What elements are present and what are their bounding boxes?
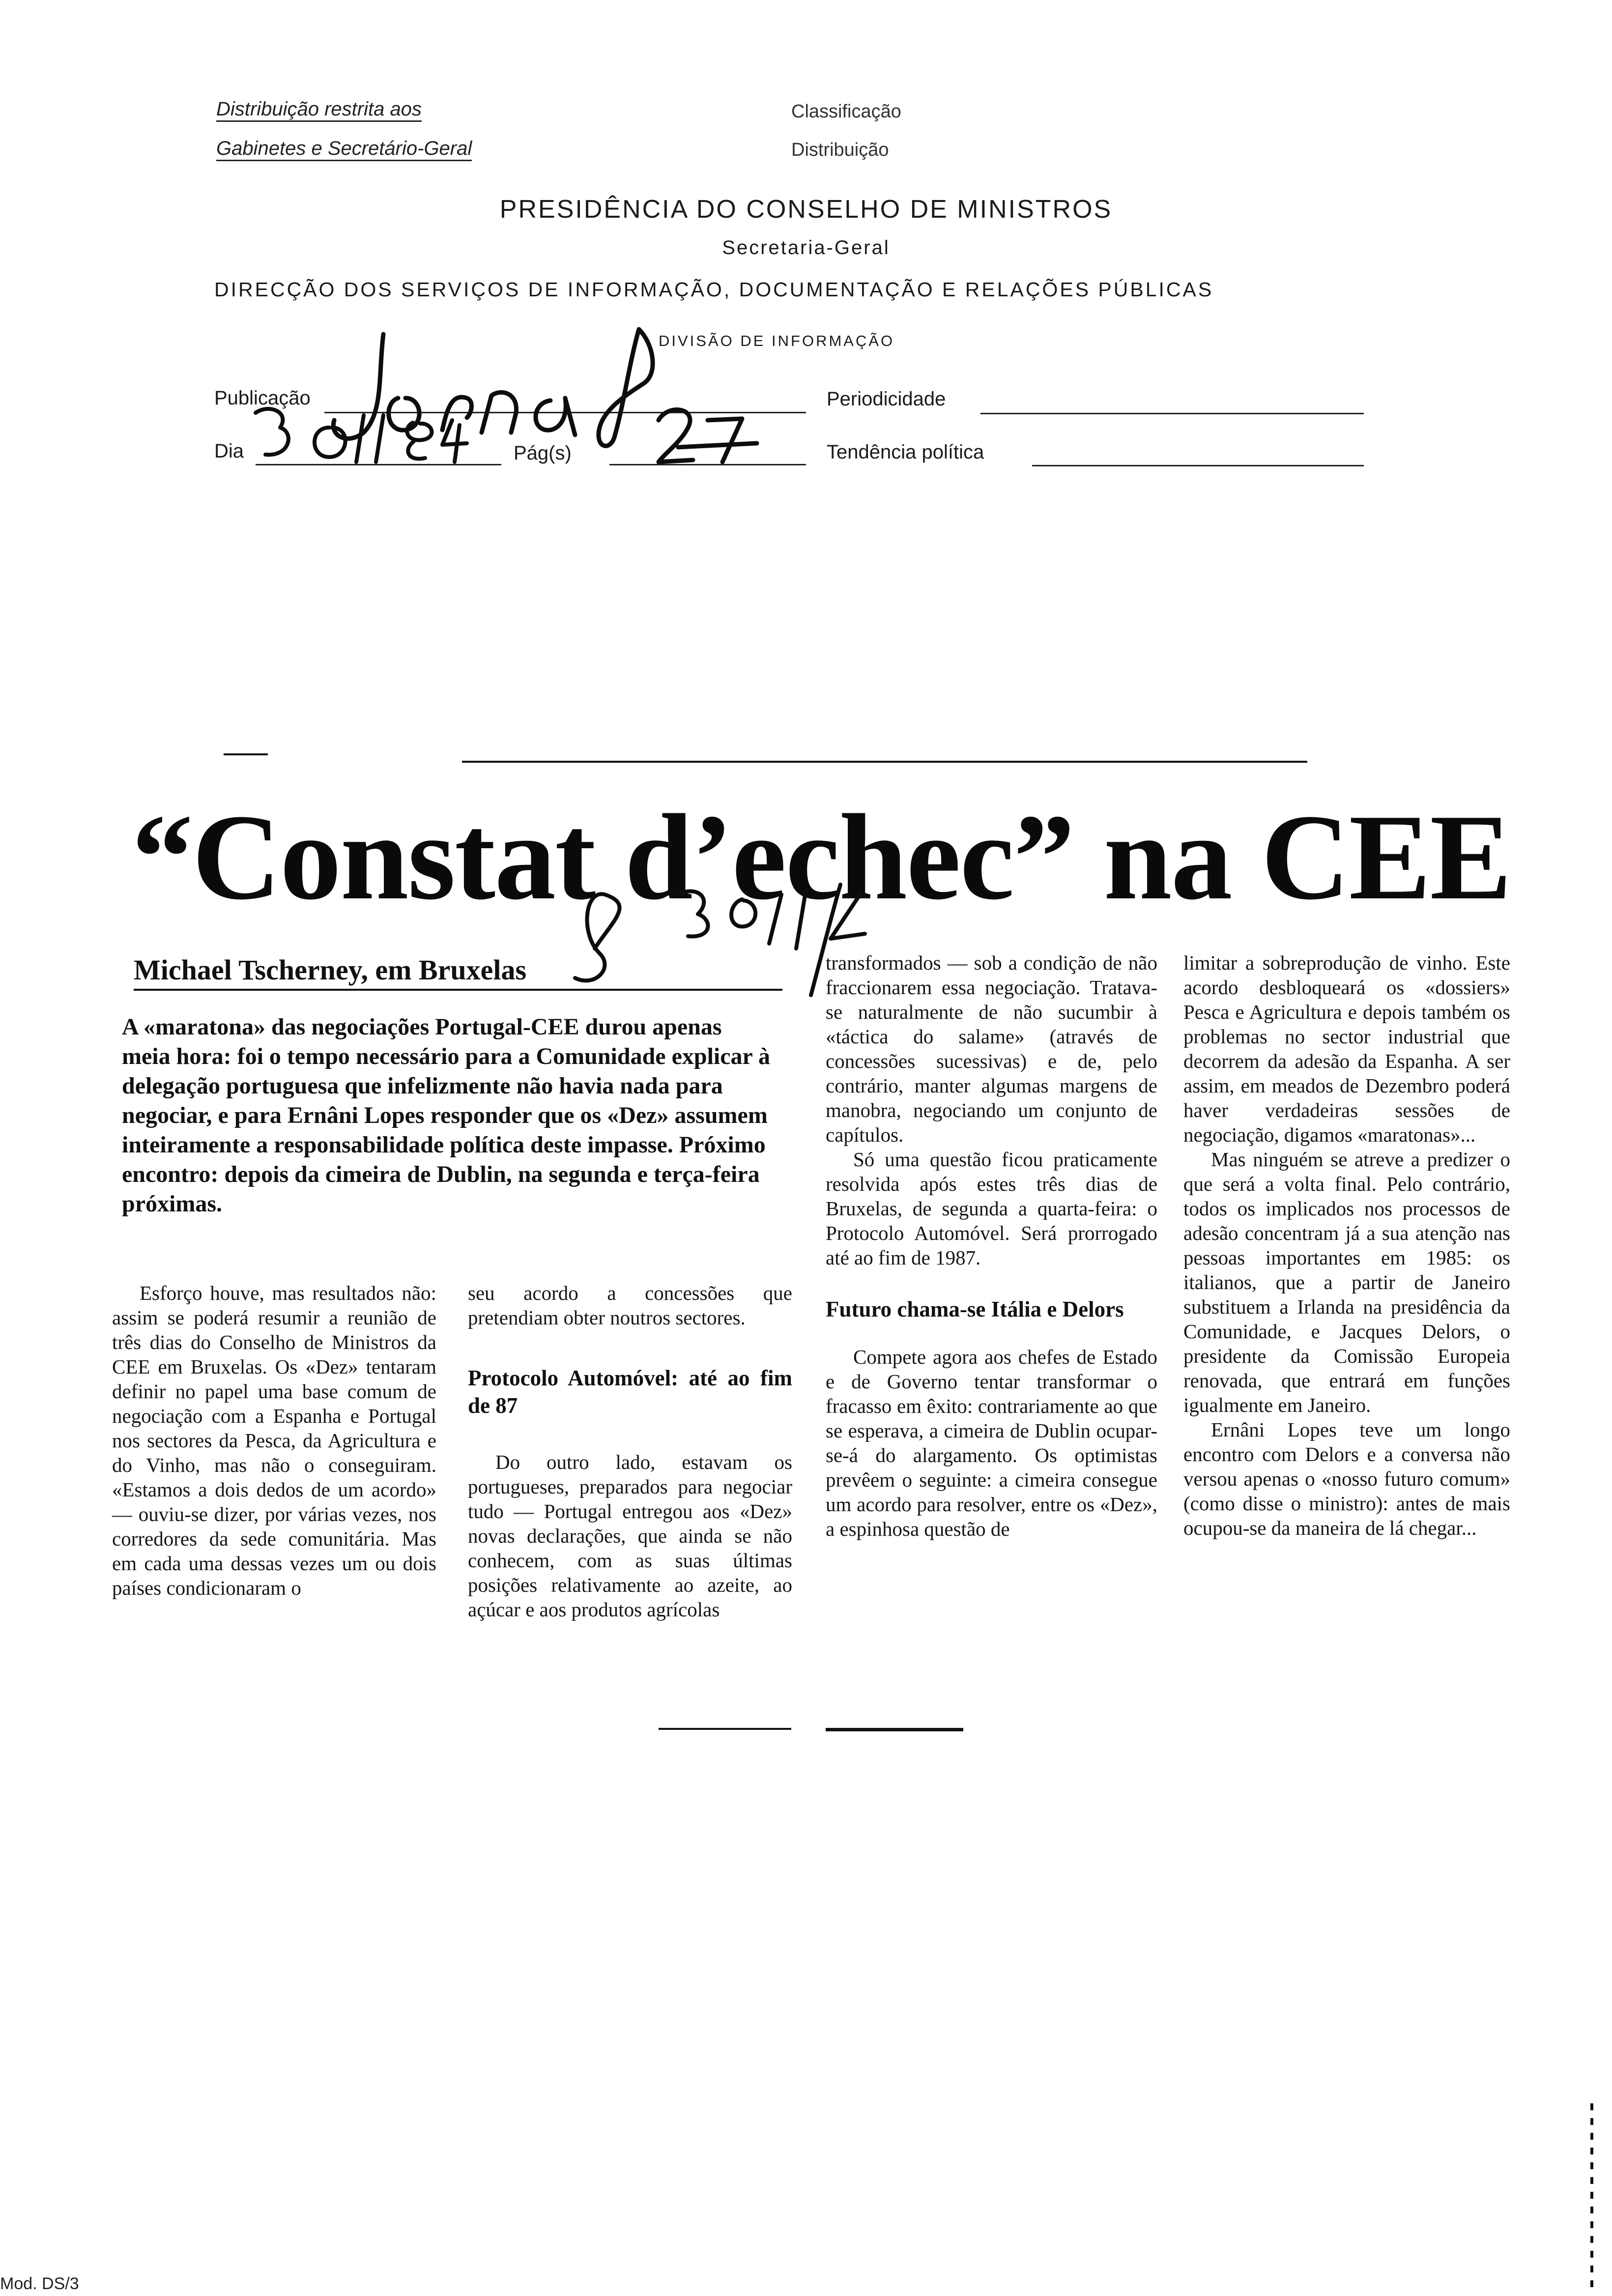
column-4-paragraph-2: Mas ninguém se atreve a predizer o que será a volta final. Pelo contrário, todos os implicados nos processos de adesão concentram já a sua atenção nas pessoas importantes em 1985: os italianos, que a partir de Janeiro substituem a Irlanda na presidência da Comunidade, e Jacques Delors, o presidente da Comissão Europeia renovada, que entrará em funções igualmente em Janeiro. xyxy=(1183,1148,1510,1416)
handwritten-date-30-11-84 xyxy=(256,409,467,462)
end-rule-right xyxy=(826,1728,963,1731)
secretariat: Secretaria-Geral xyxy=(722,237,890,258)
tendency-label: Tendência política xyxy=(827,441,984,463)
article-column-4 xyxy=(1183,950,1510,1540)
column-4-paragraph-1: limitar a sobreprodução de vinho. Este acordo desbloqueará os «dossiers» Pesca e Agricultura e depois também os problemas no sector industrial que decorrem da adesão da Espanha. A ser assim, em meados de Dezembro poderá haver verdadeiras sessões de negociação, digamos «maratonas»... xyxy=(1183,951,1510,1146)
lead-paragraph: A «maratona» das negociações Portugal-CEE durou apenas meia hora: foi o tempo necessário para a Comunidade explicar à delegação portuguesa que infelizmente não havia nada para negociar, e para Ernâni Lopes responder que os «Dez» assumem inteiramente a responsabilidade política deste impasse. Próximo encontro: depois da cimeira de Dublin, na segunda e terça-feira próximas. xyxy=(122,1014,770,1217)
headline-top-rule-left xyxy=(224,753,268,755)
publication-label: Publicação xyxy=(214,387,311,409)
handwritten-pages-27 xyxy=(659,410,757,462)
subheading-futuro: Futuro chama-se Itália e Delors xyxy=(826,1297,1124,1321)
org-name: PRESIDÊNCIA DO CONSELHO DE MINISTROS xyxy=(499,195,1113,224)
distribution-label: Distribuição xyxy=(791,140,889,160)
form-code: Mod. DS/3 xyxy=(0,2274,79,2293)
byline-rule xyxy=(134,989,782,991)
headline-top-rule xyxy=(462,761,1307,763)
pages-label: Pág(s) xyxy=(514,442,572,464)
column-2-paragraph-1: seu acordo a concessões que pretendiam obter noutros sectores. xyxy=(468,1282,792,1329)
headline: “Constat d’echec” na CEE xyxy=(132,789,1511,925)
classification-label: Classificação xyxy=(791,101,901,122)
column-3-paragraph-2: Só uma questão ficou praticamente resolvida após estes três dias de Bruxelas, de segunda a quarta-feira: o Protocolo Automóvel. Será prorrogado até ao fim de 1987. xyxy=(826,1148,1157,1269)
column-4-paragraph-3: Ernâni Lopes teve um longo encontro com Delors e a conversa não versou apenas o «nosso futuro comum» (como disse o ministro): antes de mais ocupou-se da maneira de lá chegar... xyxy=(1183,1418,1510,1539)
end-rule-left xyxy=(659,1728,791,1730)
column-1-paragraph: Esforço houve, mas resultados não: assim se poderá resumir a reunião de três dias do Conselho de Ministros da CEE em Bruxelas. Os «Dez» tentaram definir no papel uma base comum de negociação com a Espanha e Portugal nos sectores da Pesca, da Agricultura e do Vinho, mas não o conseguiram. «Estamos a dois dedos de um acordo» — ouviu-se dizer, por várias vezes, nos corredores da sede comunitária. Mas em cada uma dessas vezes um ou dois países condicionaram o xyxy=(112,1282,436,1599)
article-column-2 xyxy=(468,1281,792,1622)
directorate: DIRECÇÃO DOS SERVIÇOS DE INFORMAÇÃO, DOCUMENTAÇÃO E RELAÇÕES PÚBLICAS xyxy=(214,278,1214,301)
column-3-paragraph-1: transformados — sob a condição de não fraccionarem essa negociação. Tratava-se naturalmente de não sucumbir à «táctica do salame» (através de concessões sucessivas) e de, pelo contrário, manter algumas margens de manobra, negociando um conjunto de capítulos. xyxy=(826,951,1157,1146)
column-3-paragraph-3: Compete agora aos chefes de Estado e de Governo tentar transformar o fracasso em êxito: contrariamente ao que se esperava, a cimeira de Dublin ocupar-se-á do alargamento. Os optimistas prevêem o seguinte: a cimeira consegue um acordo para resolver, entre os «Dez», a espinhosa questão de xyxy=(826,1346,1157,1540)
periodicity-field-line xyxy=(980,413,1364,414)
day-label: Dia xyxy=(214,440,244,462)
periodicity-label: Periodicidade xyxy=(827,388,946,410)
scan-edge-artifact xyxy=(1590,2103,1593,2290)
tendency-field-line xyxy=(1032,465,1364,466)
distribution-restricted-line2: Gabinetes e Secretário-Geral xyxy=(216,138,472,161)
article-column-3 xyxy=(826,950,1157,1541)
subheading-protocolo: Protocolo Automóvel: até ao fim de 87 xyxy=(468,1366,792,1418)
byline: Michael Tscherney, em Bruxelas xyxy=(134,954,527,986)
division-label: DIVISÃO DE INFORMAÇÃO xyxy=(659,332,895,349)
article-column-1 xyxy=(112,1281,436,1600)
handwritten-form-entries xyxy=(236,315,816,482)
column-2-paragraph-2: Do outro lado, estavam os portugueses, preparados para negociar tudo — Portugal entregou aos «Dez» novas declarações, que ainda se não conhecem, com as suas últimas posições relativamente ao azeite, ao açúcar e aos produtos agrícolas xyxy=(468,1451,792,1621)
distribution-restricted-line1: Distribuição restrita aos xyxy=(216,98,422,122)
